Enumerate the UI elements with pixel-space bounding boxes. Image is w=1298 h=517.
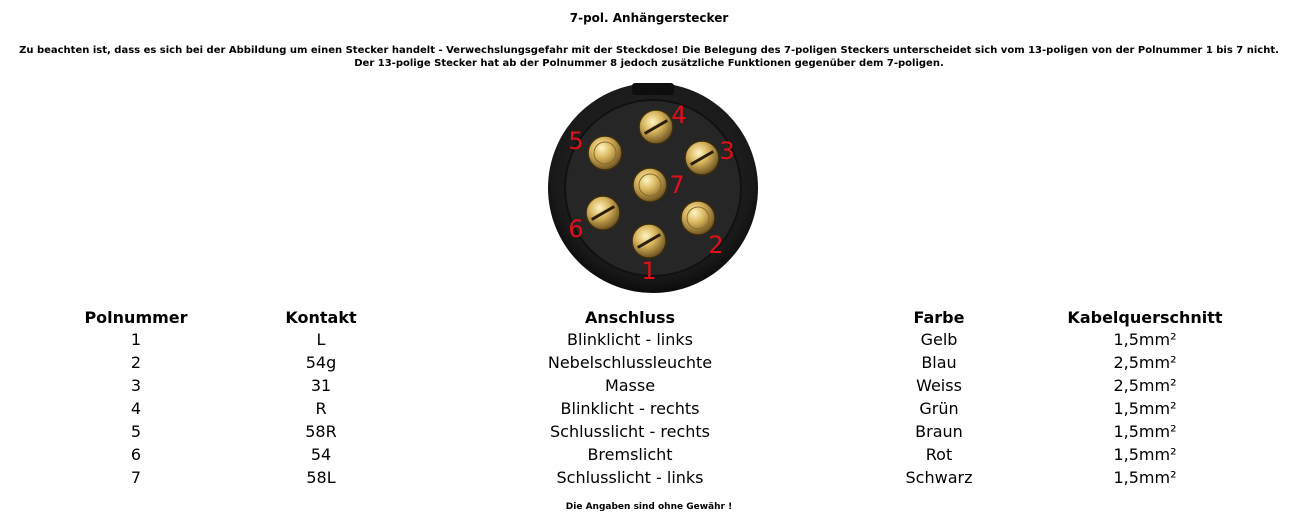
plug-illustration bbox=[546, 81, 760, 295]
cell-kontakt: 58R bbox=[305, 422, 337, 441]
header-polnummer: Polnummer bbox=[84, 307, 188, 327]
cell-kontakt: 54g bbox=[305, 353, 337, 372]
pin-2 bbox=[681, 201, 715, 235]
cell-anschluss: Schlusslicht - rechts bbox=[549, 422, 710, 441]
table-row bbox=[36, 328, 1266, 351]
header-kontakt: Kontakt bbox=[285, 307, 357, 327]
cell-farbe: Rot bbox=[925, 445, 953, 464]
header-anschluss: Anschluss bbox=[584, 307, 676, 327]
table-row bbox=[36, 420, 1266, 443]
cell-farbe: Schwarz bbox=[905, 468, 973, 487]
pin-label-7: 7 bbox=[669, 171, 685, 199]
header-kabelquerschnitt: Kabelquerschnitt bbox=[1067, 307, 1223, 327]
pin-label-1: 1 bbox=[641, 257, 657, 285]
cell-polnummer: 6 bbox=[130, 445, 142, 464]
pin-label-3: 3 bbox=[719, 137, 735, 165]
cell-kontakt: R bbox=[315, 399, 327, 418]
cell-kontakt: 58L bbox=[306, 468, 336, 487]
pin-label-5: 5 bbox=[568, 127, 584, 155]
table-row bbox=[36, 443, 1266, 466]
disclaimer-text: Die Angaben sind ohne Gewähr ! bbox=[565, 502, 733, 512]
cell-kontakt: 31 bbox=[310, 376, 332, 395]
pin-6 bbox=[586, 196, 620, 230]
pin-3 bbox=[685, 141, 719, 175]
pin-7 bbox=[633, 168, 667, 202]
pin-4 bbox=[639, 110, 673, 144]
pin-5 bbox=[588, 136, 622, 170]
cell-farbe: Braun bbox=[915, 422, 963, 441]
cell-anschluss: Bremslicht bbox=[587, 445, 673, 464]
cell-anschluss: Blinklicht - rechts bbox=[560, 399, 700, 418]
cell-kabelquerschnitt: 1,5mm² bbox=[1113, 330, 1177, 349]
pin-1 bbox=[632, 224, 666, 258]
cell-kabelquerschnitt: 1,5mm² bbox=[1113, 422, 1177, 441]
cell-polnummer: 4 bbox=[130, 399, 142, 418]
cell-polnummer: 3 bbox=[130, 376, 142, 395]
page-title: 7-pol. Anhängerstecker bbox=[569, 11, 729, 25]
pin-label-4: 4 bbox=[671, 101, 687, 129]
cell-kontakt: L bbox=[316, 330, 326, 349]
cell-anschluss: Schlusslicht - links bbox=[556, 468, 704, 487]
cell-anschluss: Nebelschlussleuchte bbox=[547, 353, 713, 372]
cell-farbe: Weiss bbox=[916, 376, 962, 395]
description-text: Zu beachten ist, dass es sich bei der Abbildung um einen Stecker handelt - Verwechslungsgefahr mit der Steckdose! Die Belegung des 7-poligen Steckers unterscheidet sich vom 13-poligen von der Polnummer 1 bis 7 nicht. Der 13-polige Stecker hat ab der Polnummer 8 jedoch zusätzliche Funktionen gegenüber dem 7-poligen. bbox=[19, 45, 1279, 69]
table-row bbox=[36, 374, 1266, 397]
cell-polnummer: 7 bbox=[130, 468, 142, 487]
table-header-row bbox=[36, 306, 1266, 328]
cell-farbe: Gelb bbox=[920, 330, 958, 349]
pin-label-6: 6 bbox=[568, 215, 584, 243]
plug-key-notch bbox=[632, 83, 674, 95]
table-row bbox=[36, 466, 1266, 489]
cell-anschluss: Blinklicht - links bbox=[567, 330, 693, 349]
cell-kabelquerschnitt: 1,5mm² bbox=[1113, 445, 1177, 464]
cell-farbe: Blau bbox=[921, 353, 957, 372]
table-row bbox=[36, 397, 1266, 420]
cell-farbe: Grün bbox=[919, 399, 959, 418]
pin-label-2: 2 bbox=[708, 231, 724, 259]
table-row bbox=[36, 351, 1266, 374]
header-farbe: Farbe bbox=[913, 307, 965, 327]
cell-polnummer: 1 bbox=[130, 330, 142, 349]
cell-anschluss: Masse bbox=[604, 376, 656, 395]
cell-kontakt: 54 bbox=[310, 445, 332, 464]
cell-kabelquerschnitt: 1,5mm² bbox=[1113, 399, 1177, 418]
cell-kabelquerschnitt: 1,5mm² bbox=[1113, 468, 1177, 487]
cell-kabelquerschnitt: 2,5mm² bbox=[1113, 376, 1177, 395]
cell-kabelquerschnitt: 2,5mm² bbox=[1113, 353, 1177, 372]
pin-assignment-table bbox=[36, 306, 1266, 489]
cell-polnummer: 5 bbox=[130, 422, 142, 441]
cell-polnummer: 2 bbox=[130, 353, 142, 372]
